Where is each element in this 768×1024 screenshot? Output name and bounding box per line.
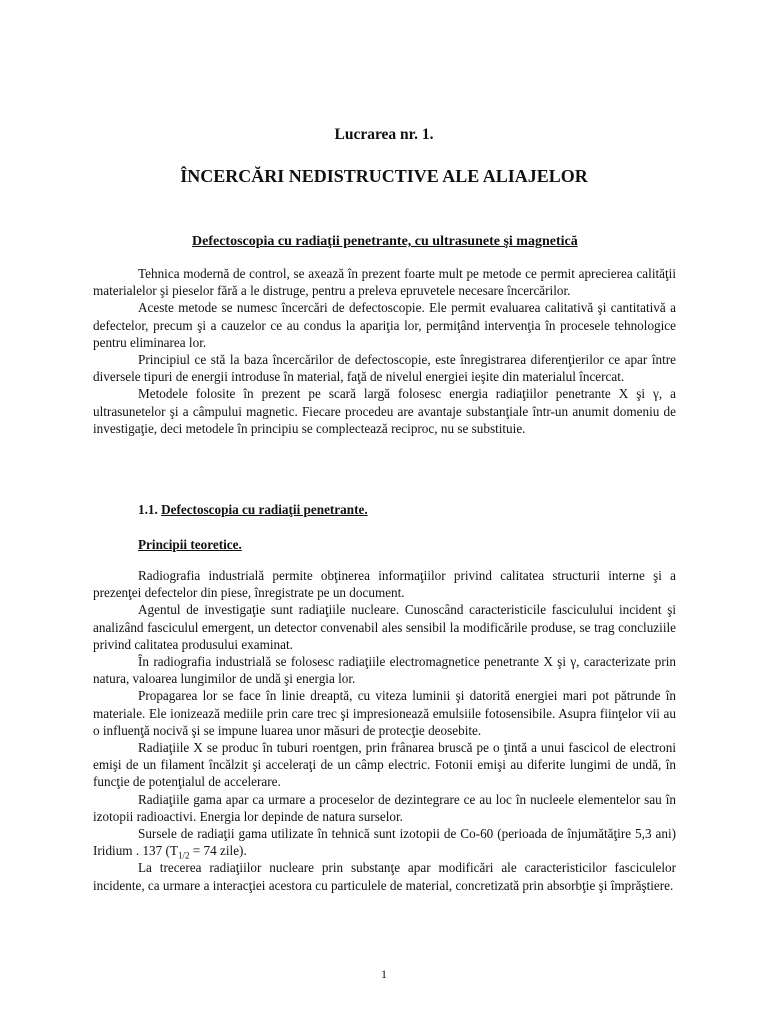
paragraph: Aceste metode se numesc încercări de defectoscopie. Ele permit evaluarea calitativă şi cantitativă a defectelor, precum şi a cauzelor ce au condus la apariţia lor, permiţând intervenţia în procesele tehnologice pentru eliminarea lor. <box>93 300 676 350</box>
paragraph: În radiografia industrială se folosesc radiaţiile electromagnetice penetrante X şi γ, caracterizate prin natura, valoarea lungimilor de undă şi energia lor. <box>93 654 676 687</box>
section-heading <box>138 502 368 518</box>
subsection-heading: Principii teoretice. <box>138 537 242 552</box>
lab-heading: Lucrarea nr. 1. <box>334 126 434 143</box>
paragraph: Propagarea lor se face în linie dreaptă, cu viteza luminii şi datorită energiei mari pot pătrunde în materiale. Ele ionizează mediile prin care trec şi impresionează emulsiile fotosensibile. Asupra fiinţelor vii au o influenţă nocivă şi se impune luarea unor măsuri de protecţie deosebite. <box>93 688 676 738</box>
paragraph: Principiul ce stă la baza încercărilor de defectoscopie, este înregistrarea diferenţierilor ce apar între diversele tipuri de energii introduse în material, faţă de nivelul energiei ieşite din materialul încercat. <box>93 352 676 385</box>
intro-text <box>93 265 676 437</box>
paragraph: Radiografia industrială permite obţinerea informaţiilor privind calitatea structurii interne şi a prezenţei defectelor din piese, înregistrate pe un document. <box>93 568 676 601</box>
half-life-text: Sursele de radiaţii gama utilizate în tehnică sunt izotopii de Co-60 (perioada de înjumătăţire 5,3 ani) Iridium . 137 (T <box>93 826 676 859</box>
page-title: ÎNCERCĂRI NEDISTRUCTIVE ALE ALIAJELOR <box>180 166 588 186</box>
document-subtitle: Defectoscopia cu radiaţii penetrante, cu ultrasunete şi magnetică <box>192 234 578 249</box>
page-number: 1 <box>381 967 387 981</box>
paragraph: Agentul de investigaţie sunt radiaţiile nucleare. Cunoscând caracteristicile fasciculului incident şi analizând fasciculul emergent, un detector convenabil ales sensibil la modificările produse, se trag concluziile privind calitatea produsului examinat. <box>93 602 676 652</box>
half-life-value: = 74 zile). <box>189 843 247 859</box>
paragraph: Metodele folosite în prezent pe scară largă folosesc energia radiaţiilor penetrante X şi γ, a ultrasunetelor şi a câmpului magnetic. Fiecare procedeu are avantaje substanţiale într-un anumit domeniu de investigaţie, deci metodele în principiu se complectează reciproc, nu se substituie. <box>93 386 676 436</box>
section-title: Defectoscopia cu radiaţii penetrante. <box>161 502 368 517</box>
paragraph: Radiaţiile gama apar ca urmare a proceselor de dezintegrare ce au loc în nucleele elementelor sau în izotopii radioactivi. Energia lor depinde de natura surselor. <box>93 791 676 824</box>
section-text <box>93 567 676 894</box>
paragraph: La trecerea radiaţiilor nucleare prin substanţe apar modificări ale caracteristicilor fasciculelor incidente, ca urmare a interacţiei acestora cu particulele de material, concretizată prin absorbţie şi împrăştiere. <box>93 860 676 893</box>
paragraph-half-life <box>93 825 676 859</box>
paragraph: Radiaţiile X se produc în tuburi roentgen, prin frânarea bruscă pe o ţintă a unui fascicol de electroni emişi de un filament încălzit şi acceleraţi de un câmp electric. Fotonii emişi au diferite lungimi de undă, în funcţie de potenţialul de accelerare. <box>93 740 676 790</box>
half-life-subscript: 1/2 <box>177 850 190 861</box>
section-number: 1.1. <box>138 502 158 517</box>
paragraph: Tehnica modernă de control, se axează în prezent foarte mult pe metode ce permit aprecierea calităţii materialelor şi pieselor fără a le distruge, pentru a preleva epruvetele necesare încercărilor. <box>93 266 676 299</box>
